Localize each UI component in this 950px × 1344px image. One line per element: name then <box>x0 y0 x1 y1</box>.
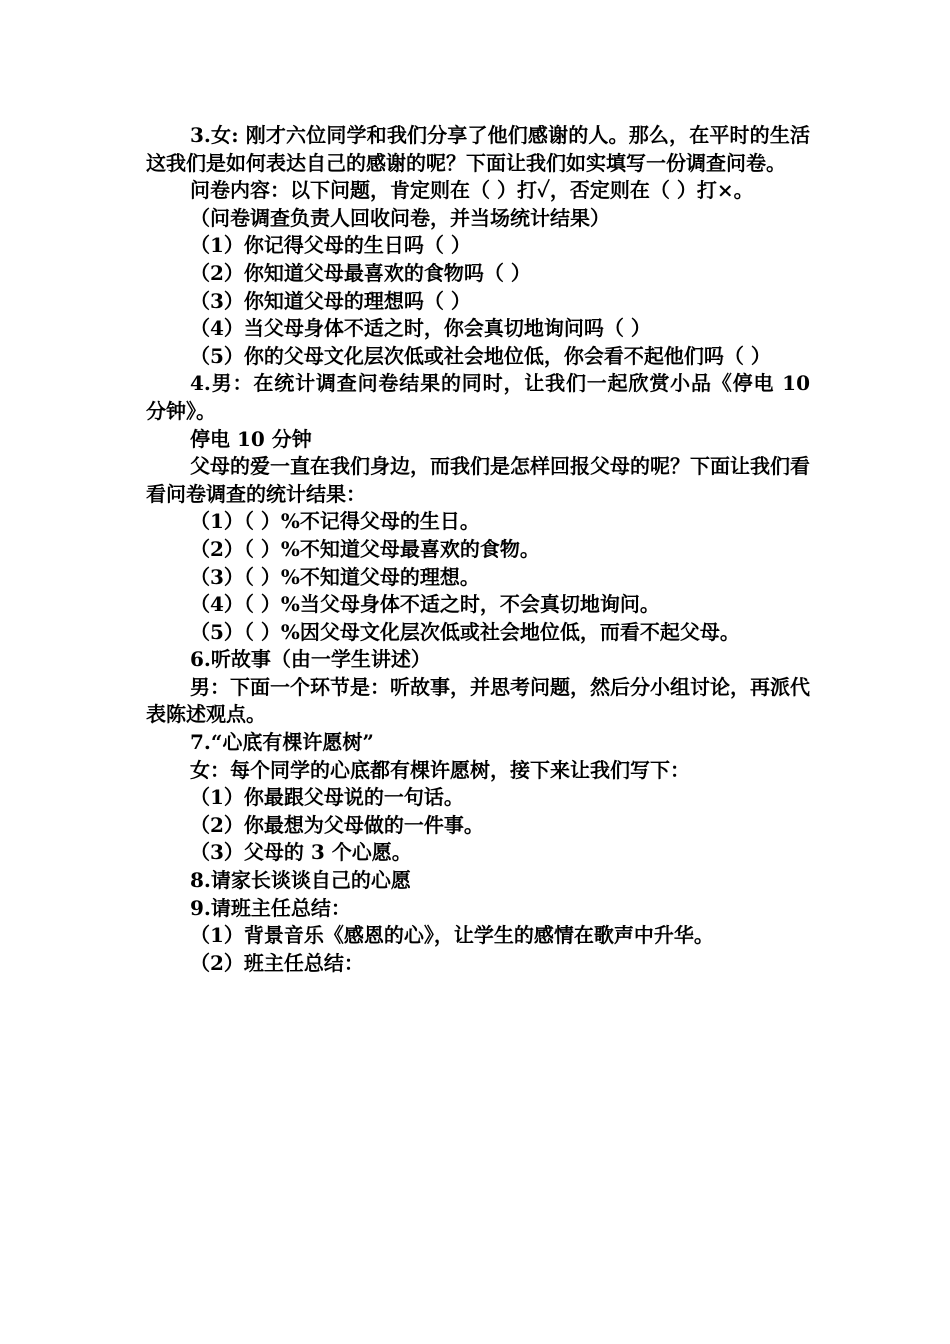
survey-question-5: （5）你的父母文化层次低或社会地位低，你会看不起他们吗（ ） <box>190 343 771 368</box>
paragraph-results-intro: 父母的爱一直在我们身边，而我们是怎样回报父母的呢？下面让我们看看问卷调查的统计结果： <box>146 454 810 506</box>
survey-result-1: （1）（ ）%不记得父母的生日。 <box>190 509 480 534</box>
paragraph-wish-tree-heading: 7.“心底有棵许愿树” <box>190 730 374 755</box>
document-body <box>146 122 810 977</box>
paragraph-parents-wishes: 8.请家长谈谈自己的心愿 <box>190 868 411 893</box>
paragraph-story-instructions: 男：下面一个环节是：听故事，并思考问题，然后分小组讨论，再派代表陈述观点。 <box>146 674 810 727</box>
survey-question-2: （2）你知道父母最喜欢的食物吗（ ） <box>190 260 531 285</box>
survey-result-5: （5）（ ）%因父母文化层次低或社会地位低，而看不起父母。 <box>190 619 740 644</box>
wish-item-3: （3）父母的 3 个心愿。 <box>190 840 412 865</box>
survey-question-3: （3）你知道父母的理想吗（ ） <box>190 288 471 313</box>
wish-item-1: （1）你最跟父母说的一句话。 <box>190 785 464 810</box>
paragraph-skit-intro: 4.男：在统计调查问卷结果的同时，让我们一起欣赏小品《停电 10 分钟》。 <box>146 371 810 423</box>
paragraph-wish-tree-intro: 女：每个同学的心底都有棵许愿树，接下来让我们写下： <box>190 757 690 782</box>
survey-result-3: （3）（ ）%不知道父母的理想。 <box>190 564 480 589</box>
paragraph-teacher-summary-heading: 9.请班主任总结： <box>190 895 351 920</box>
paragraph-survey-note: （问卷调查负责人回收问卷，并当场统计结果） <box>190 205 610 230</box>
summary-item-1: （1）背景音乐《感恩的心》，让学生的感情在歌声中升华。 <box>190 923 714 948</box>
survey-question-1: （1）你记得父母的生日吗（ ） <box>190 233 471 258</box>
paragraph-skit-title: 停电 10 分钟 <box>190 426 312 451</box>
paragraph-story-heading: 6.听故事（由一学生讲述） <box>190 647 431 672</box>
paragraph-intro-survey: 3.女: 刚才六位同学和我们分享了他们感谢的人。那么，在平时的生活这我们是如何表达自己的感谢的呢？下面让我们如实填写一份调查问卷。 <box>146 123 810 175</box>
survey-result-2: （2）（ ）%不知道父母最喜欢的食物。 <box>190 536 540 561</box>
survey-result-4: （4）（ ）%当父母身体不适之时，不会真切地询问。 <box>190 592 660 617</box>
summary-item-2: （2）班主任总结： <box>190 950 364 975</box>
survey-question-4: （4）当父母身体不适之时，你会真切地询问吗（ ） <box>190 316 651 341</box>
wish-item-2: （2）你最想为父母做的一件事。 <box>190 812 484 837</box>
paragraph-survey-content: 问卷内容：以下问题，肯定则在（ ）打✓，否定则在（ ）打×。 <box>190 178 754 203</box>
